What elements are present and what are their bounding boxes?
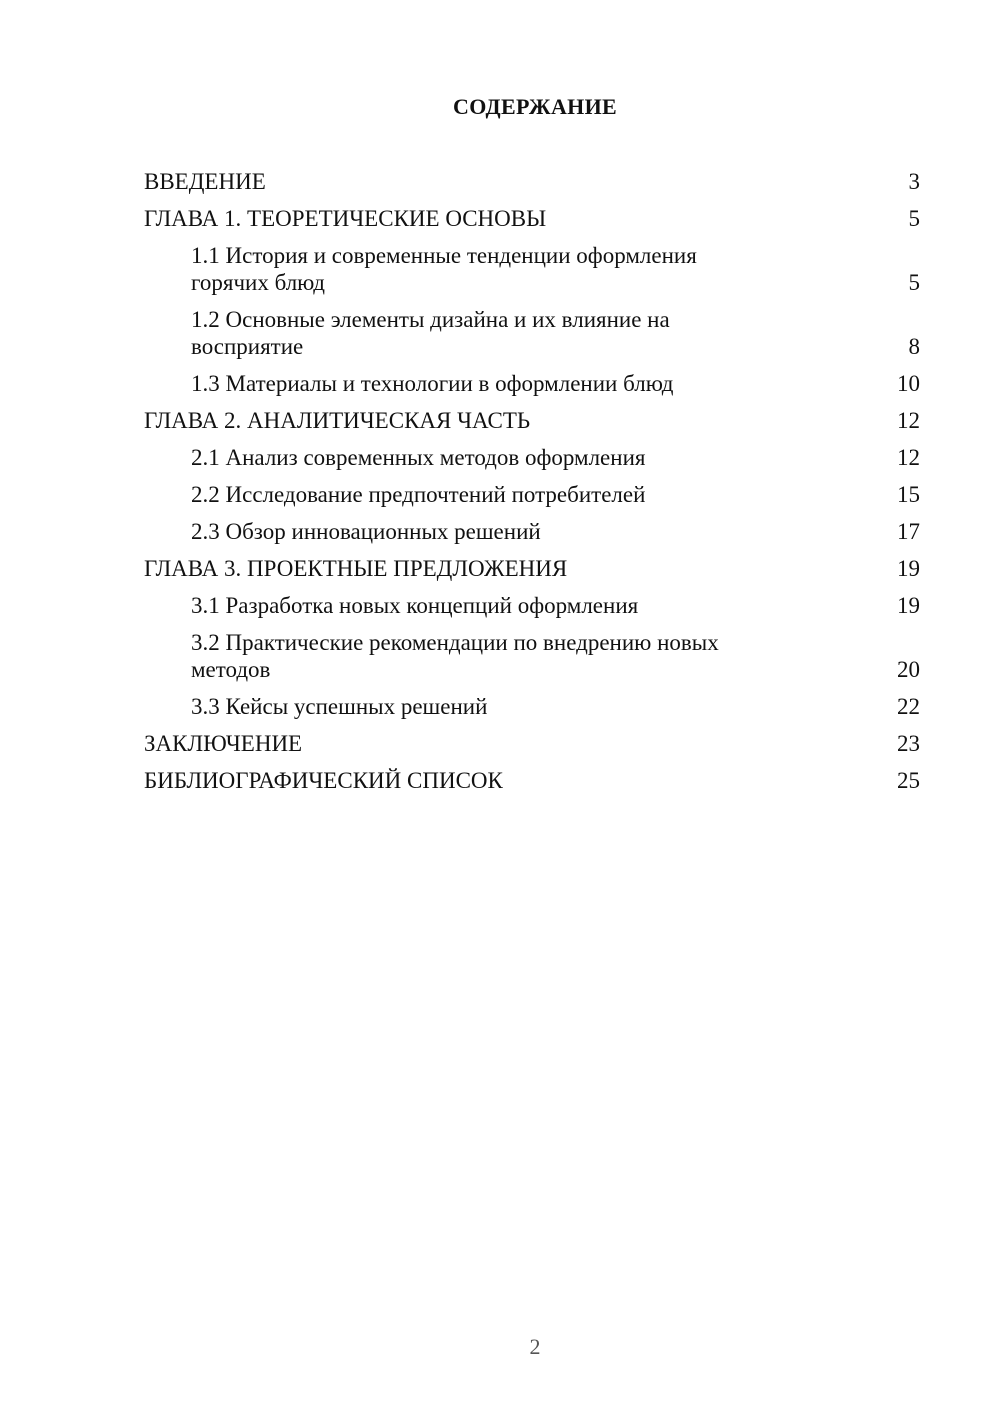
toc-entry-page: 3 [908, 169, 920, 194]
toc-entry-chapter-1[interactable] [144, 205, 920, 232]
toc-entry-section-1-3[interactable] [144, 370, 920, 397]
toc-entry-introduction[interactable] [144, 168, 920, 195]
toc-entry-text: ГЛАВА 1. ТЕОРЕТИЧЕСКИЕ ОСНОВЫ [144, 206, 547, 231]
page-number: 2 [529, 1334, 541, 1359]
toc-entry-section-1-2[interactable] [144, 306, 920, 360]
toc-entry-text: БИБЛИОГРАФИЧЕСКИЙ СПИСОК [144, 768, 503, 793]
toc-entry-page: 25 [897, 768, 920, 793]
toc-entry-section-1-1[interactable] [144, 242, 920, 296]
toc-entry-chapter-3[interactable] [144, 555, 920, 582]
toc-entry-section-2-1[interactable] [144, 444, 920, 471]
toc-entry-page: 10 [897, 371, 920, 396]
toc-entry-section-3-1[interactable] [144, 592, 920, 619]
page-title: СОДЕРЖАНИЕ [453, 94, 617, 119]
toc-entry-text: 1.2 Основные элементы дизайна и их влияние на восприятие [191, 307, 670, 359]
toc-entry-text: 2.3 Обзор инновационных решений [191, 519, 541, 544]
toc-entry-conclusion[interactable] [144, 730, 920, 757]
toc-entry-text: 1.3 Материалы и технологии в оформлении блюд [191, 371, 674, 396]
toc-entry-page: 5 [908, 270, 920, 295]
toc-entry-bibliography[interactable] [144, 767, 920, 794]
toc-entry-page: 23 [897, 731, 920, 756]
toc-entry-page: 20 [897, 657, 920, 682]
toc-entry-text: 3.2 Практические рекомендации по внедрению новых методов [191, 630, 719, 682]
table-of-contents [144, 168, 920, 804]
toc-entry-text: 3.1 Разработка новых концепций оформления [191, 593, 639, 618]
toc-entry-page: 8 [908, 334, 920, 359]
toc-entry-text: 1.1 История и современные тенденции оформления горячих блюд [191, 243, 697, 295]
toc-entry-text: ГЛАВА 3. ПРОЕКТНЫЕ ПРЕДЛОЖЕНИЯ [144, 556, 568, 581]
toc-entry-text: ЗАКЛЮЧЕНИЕ [144, 731, 303, 756]
toc-entry-page: 12 [897, 445, 920, 470]
toc-entry-text: 2.1 Анализ современных методов оформления [191, 445, 646, 470]
toc-entry-section-2-3[interactable] [144, 518, 920, 545]
toc-entry-text: 2.2 Исследование предпочтений потребителей [191, 482, 646, 507]
toc-entry-page: 22 [897, 694, 920, 719]
toc-entry-section-3-3[interactable] [144, 693, 920, 720]
toc-entry-text: ГЛАВА 2. АНАЛИТИЧЕСКАЯ ЧАСТЬ [144, 408, 531, 433]
toc-entry-chapter-2[interactable] [144, 407, 920, 434]
toc-entry-text: 3.3 Кейсы успешных решений [191, 694, 488, 719]
toc-entry-page: 17 [897, 519, 920, 544]
toc-entry-section-2-2[interactable] [144, 481, 920, 508]
toc-entry-page: 19 [897, 556, 920, 581]
toc-entry-page: 19 [897, 593, 920, 618]
toc-entry-page: 12 [897, 408, 920, 433]
toc-entry-section-3-2[interactable] [144, 629, 920, 683]
toc-entry-text: ВВЕДЕНИЕ [144, 169, 266, 194]
toc-entry-page: 15 [897, 482, 920, 507]
toc-entry-page: 5 [908, 206, 920, 231]
